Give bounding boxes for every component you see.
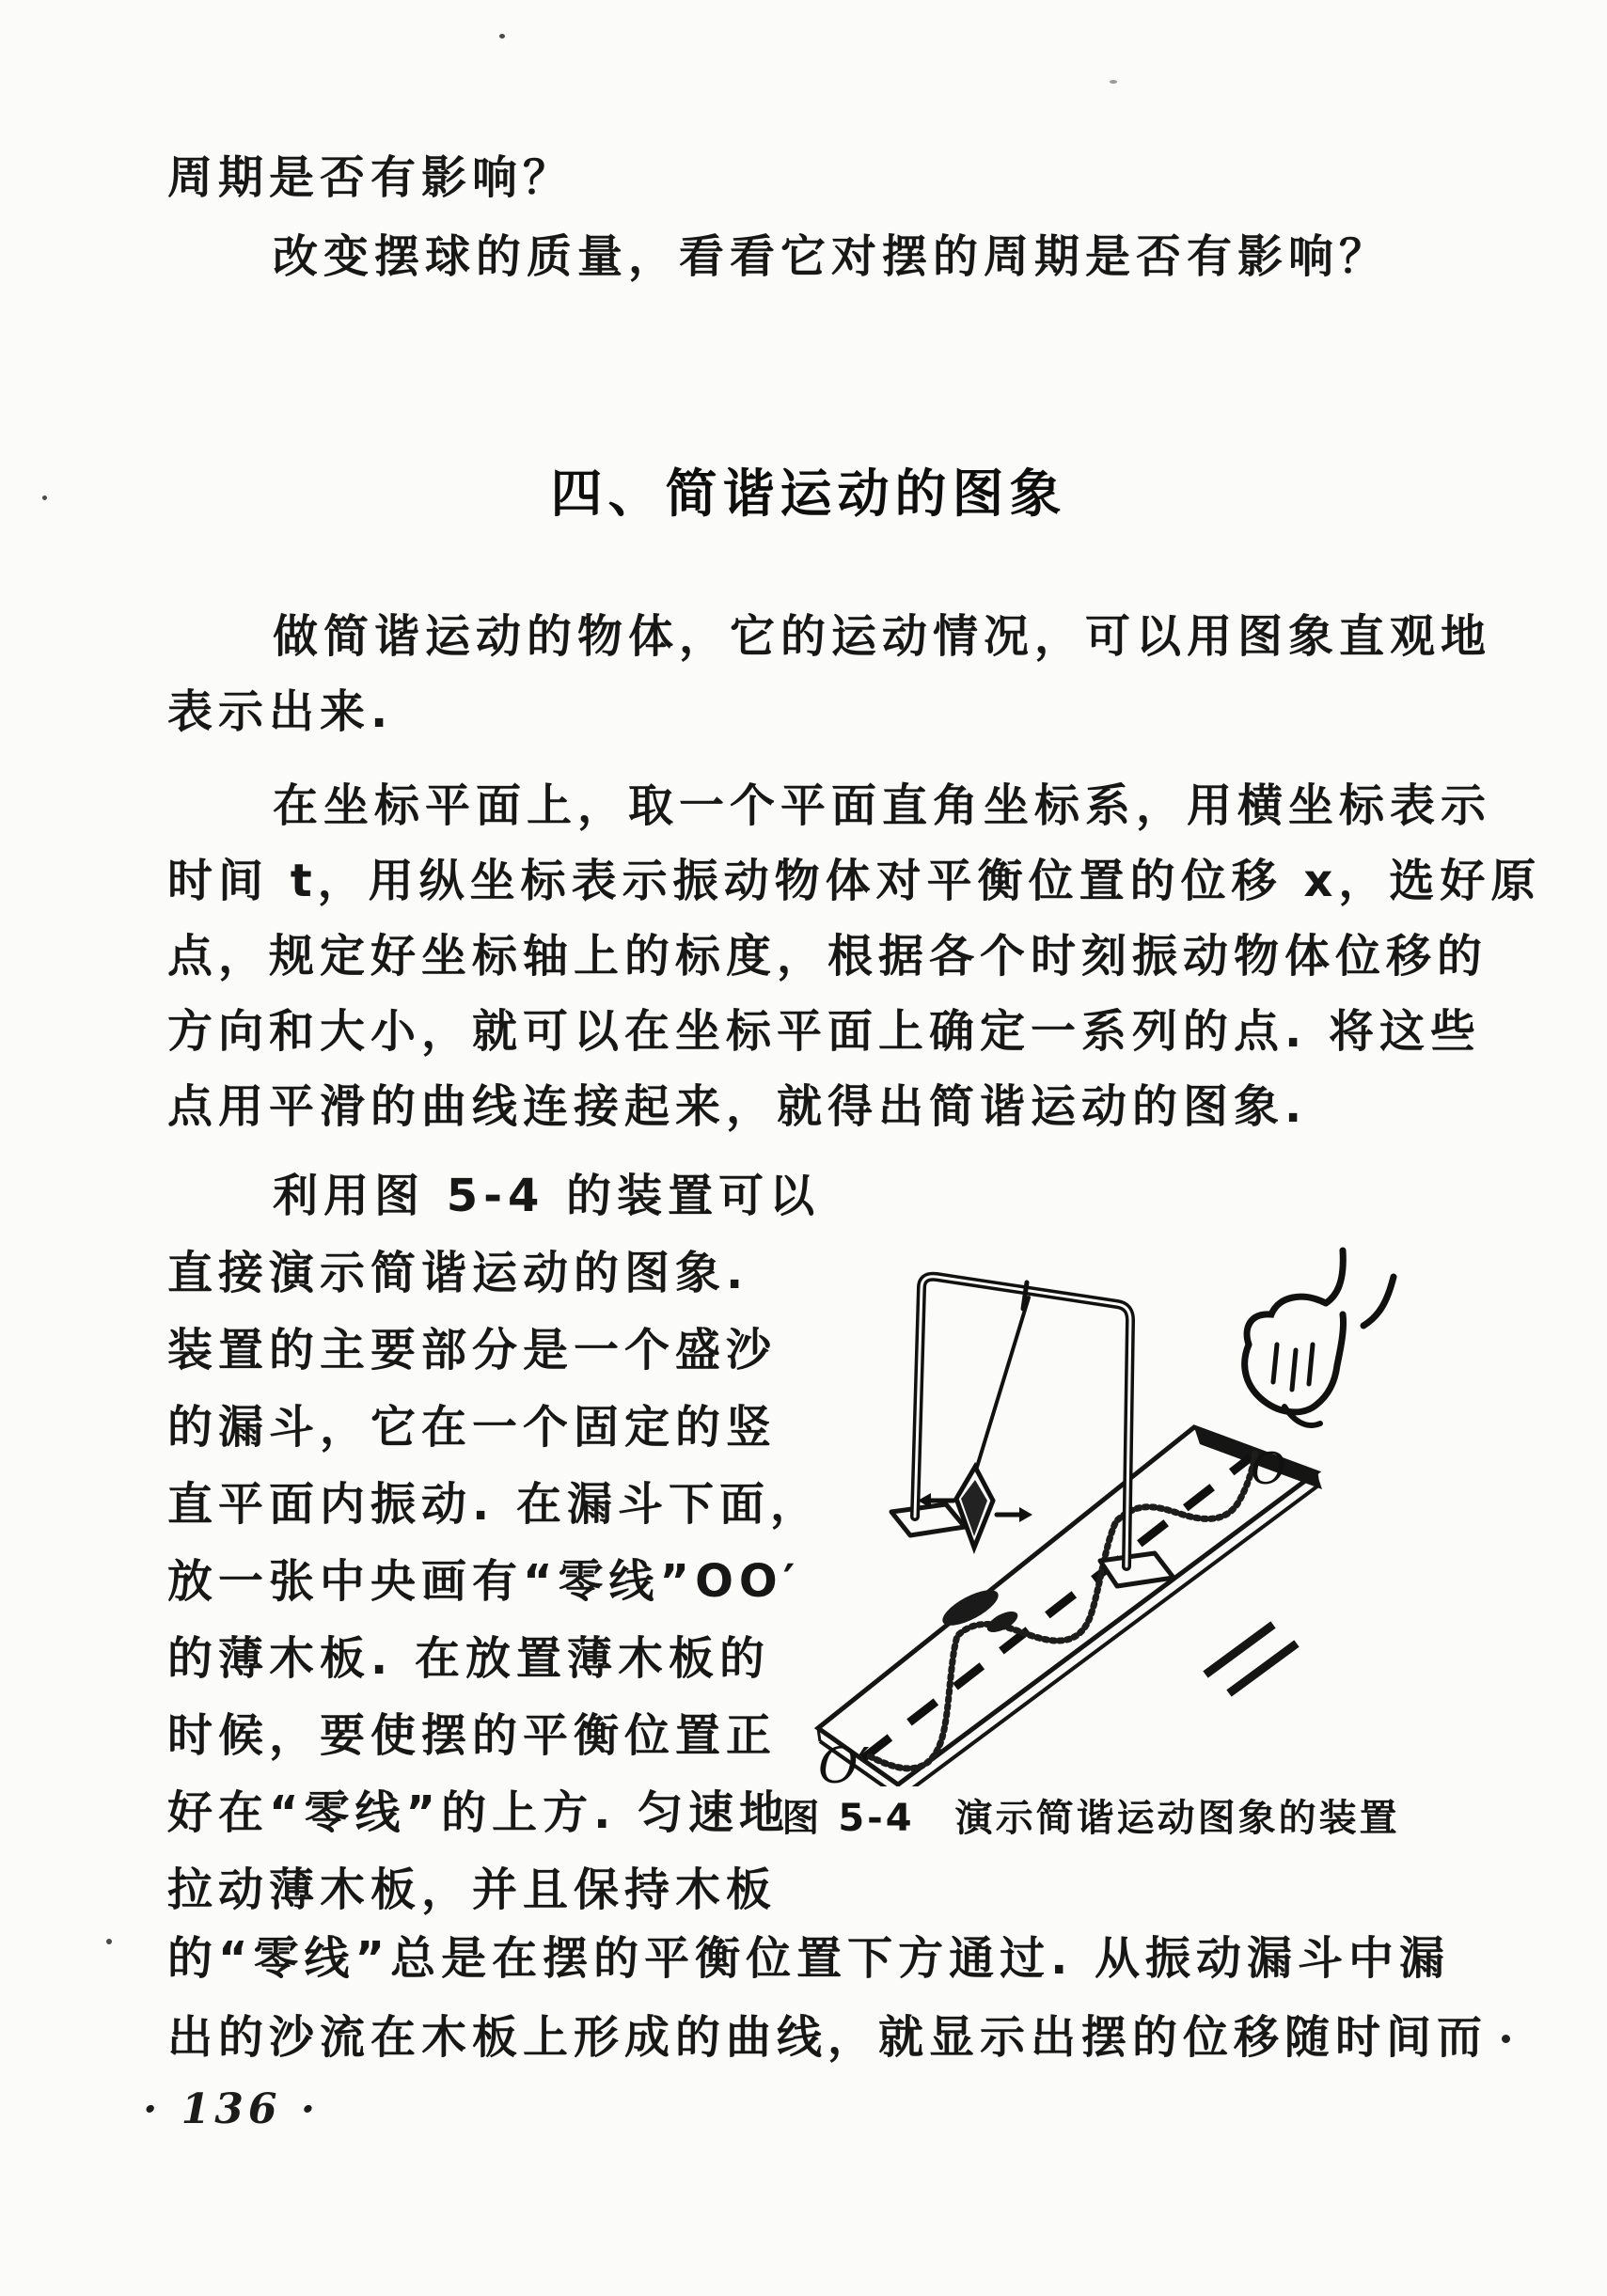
intro-line-1: 周期是否有影响？ — [167, 151, 575, 204]
board-label-o-prime: O′ — [818, 1738, 870, 1786]
paragraph-line: 时间 t，用纵坐标表示振动物体对平衡位置的位移 x，选好原 — [167, 855, 1542, 907]
paragraph-line: 做简谐运动的物体，它的运动情况，可以用图象直观地 — [273, 610, 1492, 663]
paragraph-line: 拉动薄木板，并且保持木板 — [167, 1864, 778, 1916]
paragraph-line: 时候，要使摆的平衡位置正 — [167, 1709, 778, 1762]
paragraph-line: 直接演示简谐运动的图象. — [167, 1247, 749, 1299]
paragraph-line: 放一张中央画有“零线”OO′ — [167, 1555, 801, 1608]
scan-speck — [1502, 2035, 1510, 2043]
scan-speck — [106, 1939, 112, 1944]
board-label-o: O — [1251, 1443, 1286, 1494]
paragraph-line: 利用图 5-4 的装置可以 — [273, 1170, 821, 1222]
paragraph-line: 直平面内振动. 在漏斗下面， — [167, 1478, 821, 1531]
stand-base-left — [891, 1504, 965, 1535]
intro-line-2: 改变摆球的质量，看看它对摆的周期是否有影响？ — [273, 230, 1391, 283]
page-number: · 136 · — [143, 2085, 321, 2133]
paragraph-line: 点用平滑的曲线连接起来，就得出简谐运动的图象. — [167, 1080, 1308, 1133]
paragraph-line: 的漏斗，它在一个固定的竖 — [167, 1401, 778, 1454]
stand-frame — [891, 1277, 1174, 1586]
section-heading: 四、简谐运动的图象 — [550, 464, 1067, 524]
paragraph-line: 在坐标平面上，取一个平面直角坐标系，用横坐标表示 — [273, 779, 1492, 832]
figure-caption: 图 5-4 演示简谐运动图象的装置 — [781, 1797, 1400, 1840]
arrow-right — [1019, 1507, 1032, 1522]
scan-speck — [1110, 80, 1117, 84]
paragraph-line: 好在“零线”的上方. 匀速地 — [167, 1786, 791, 1839]
scan-speck — [42, 495, 47, 500]
paragraph-line: 出的沙流在木板上形成的曲线，就显示出摆的位移随时间而 — [167, 2011, 1489, 2064]
paragraph-line: 表示出来. — [167, 685, 394, 738]
hand — [1245, 1250, 1394, 1425]
paragraph-line: 方向和大小，就可以在坐标平面上确定一系列的点. 将这些 — [167, 1005, 1481, 1058]
paragraph-line: 的“零线”总是在摆的平衡位置下方通过. 从振动漏斗中漏 — [167, 1932, 1451, 1985]
figure-5-4-apparatus — [780, 1202, 1561, 1786]
paragraph-line: 点，规定好坐标轴上的标度，根据各个时刻振动物体位移的 — [167, 930, 1489, 983]
scan-speck — [499, 34, 505, 39]
paragraph-line: 装置的主要部分是一个盛沙 — [167, 1324, 778, 1376]
pendulum-string — [974, 1297, 1029, 1476]
paragraph-line: 的薄木板. 在放置薄木板的 — [167, 1632, 770, 1685]
